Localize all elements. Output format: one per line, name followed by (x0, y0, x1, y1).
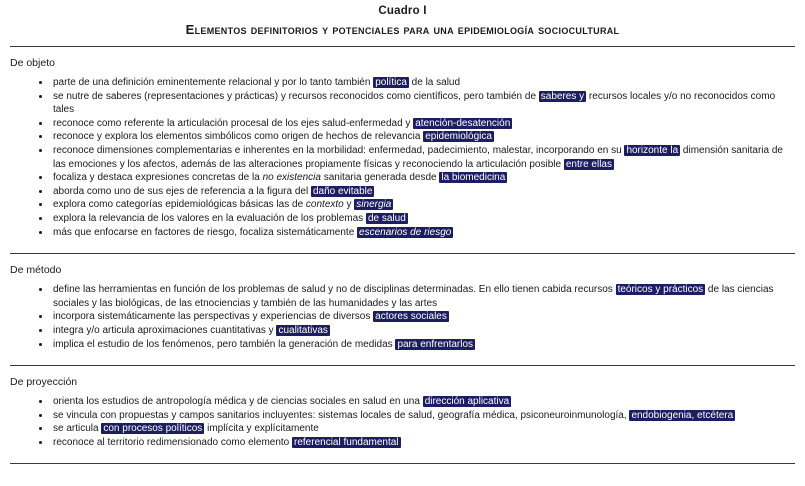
highlighted-text: teóricos y prácticos (617, 284, 704, 296)
list-item (51, 198, 795, 212)
text-segment: implica el estudio de los fenómenos, pero también la generación de medidas (53, 338, 396, 350)
text-segment: reconoce dimensiones complementarias e inherentes en la morbilidad: enfermedad, padecimiento, malestar, incorporando en su (53, 144, 625, 156)
list-item (51, 144, 795, 171)
text-segment: reconoce al territorio redimensionado como elemento (53, 436, 293, 448)
text-segment: explora la relevancia de los valores en la evaluación de los problemas (53, 212, 366, 224)
text-segment: dimensión sanitaria de las emociones y los afectos, además de las alteraciones propiamente físicas y reconociendo la articulación posible (53, 144, 783, 170)
text-segment: explora como categorías epidemiológicas básicas las de (53, 199, 306, 211)
list-item (51, 283, 795, 310)
highlighted-text: cualitativas (278, 324, 328, 336)
highlighted-text: atención-desatención (415, 117, 511, 129)
section-heading-metodo: De método (10, 264, 62, 277)
list-item (51, 395, 795, 409)
text-segment: sanitaria generada desde (320, 172, 440, 184)
table-body (10, 46, 795, 463)
list-item (51, 436, 795, 450)
table-number: Cuadro I (378, 5, 427, 17)
list-item (51, 226, 795, 240)
table-header (10, 5, 795, 46)
highlighted-text: sinergia (356, 199, 392, 211)
section-heading-proyeccion: De proyección (10, 376, 78, 389)
text-segment: orienta los estudios de antropología médica y de ciencias sociales en salud en una (53, 396, 423, 408)
highlighted-text: la biomedicina (441, 172, 506, 184)
bottom-rule (10, 463, 795, 464)
highlighted-text: actores sociales (375, 311, 447, 323)
highlighted-text: con procesos políticos (103, 423, 203, 435)
table-title: Elementos definitorios y potenciales para una epidemiología sociocultural (185, 22, 620, 37)
highlighted-text: endobiogenia, etcétera (631, 409, 734, 421)
highlighted-text: política (375, 77, 407, 88)
text-segment: más que enfocarse en factores de riesgo, focaliza sistemáticamente (53, 226, 358, 238)
highlighted-text: epidemiológica (425, 131, 492, 143)
text-segment: reconoce y explora los elementos simbólicos como origen de hechos de relevancia (53, 131, 424, 143)
text-segment: incorpora sistemáticamente las perspectivas y experiencias de diversos (53, 311, 374, 323)
text-segment: define las herramientas en función de los problemas de salud y no de disciplinas determinadas. En ello tienen cabida recursos (53, 284, 616, 296)
text-segment: se articula (53, 423, 102, 435)
text-segment: parte de una definición eminentemente relacional y por lo tanto también (53, 77, 374, 88)
bullet-list (38, 283, 795, 351)
text-segment: recursos locales y/o no reconocidos como tales (53, 90, 776, 116)
highlighted-text: daño evitable (312, 185, 373, 197)
list-item (51, 76, 795, 90)
bullet-list (38, 76, 795, 239)
list-item (51, 212, 795, 226)
section-objeto (10, 46, 795, 253)
section-metodo (10, 253, 795, 365)
list-item (51, 324, 795, 338)
list-item (51, 338, 795, 352)
text-segment: reconoce como referente la articulación procesal de los ejes salud-enfermedad y (53, 117, 414, 129)
list-item (51, 90, 795, 117)
list-item (51, 409, 795, 423)
text-segment: de la salud (408, 77, 461, 88)
highlighted-text: entre ellas (565, 158, 612, 170)
highlighted-text: saberes y (540, 90, 585, 102)
highlighted-text: para enfrentarlos (397, 338, 474, 350)
bullet-list (38, 395, 795, 449)
text-segment: y (343, 199, 355, 211)
list-item (51, 185, 795, 199)
text-segment: focaliza y destaca expresiones concretas de la (53, 172, 263, 184)
italic-text: no existencia (262, 172, 321, 184)
highlighted-text: de salud (367, 212, 406, 224)
section-heading-objeto: De objeto (10, 57, 55, 69)
list-item (51, 310, 795, 324)
text-segment: implícita y explícitamente (204, 423, 319, 435)
text-segment: se vincula con propuestas y campos sanitarios incluyentes: sistemas locales de salud, geografía médica, psiconeuroinmunología, (53, 409, 630, 421)
text-segment: de las ciencias sociales y las biológicas, de las etnociencias y también de las humanidades y las artes (53, 284, 774, 309)
highlighted-text: horizonte la (626, 144, 679, 156)
highlighted-text: dirección aplicativa (424, 396, 510, 408)
highlighted-text: referencial fundamental (294, 436, 399, 448)
italic-text: contexto (305, 199, 344, 211)
highlighted-text: escenarios de riesgo (359, 226, 452, 238)
list-item (51, 422, 795, 436)
list-item (51, 130, 795, 144)
list-item (51, 171, 795, 185)
section-proyeccion (10, 365, 795, 463)
list-item (51, 117, 795, 131)
text-segment: se nutre de saberes (representaciones y prácticas) y recursos reconocidos como científicos, pero también de (53, 90, 539, 102)
text-segment: integra y/o articula aproximaciones cuantitativas y (53, 324, 277, 336)
text-segment: aborda como uno de sus ejes de referencia a la figura del (53, 185, 311, 197)
